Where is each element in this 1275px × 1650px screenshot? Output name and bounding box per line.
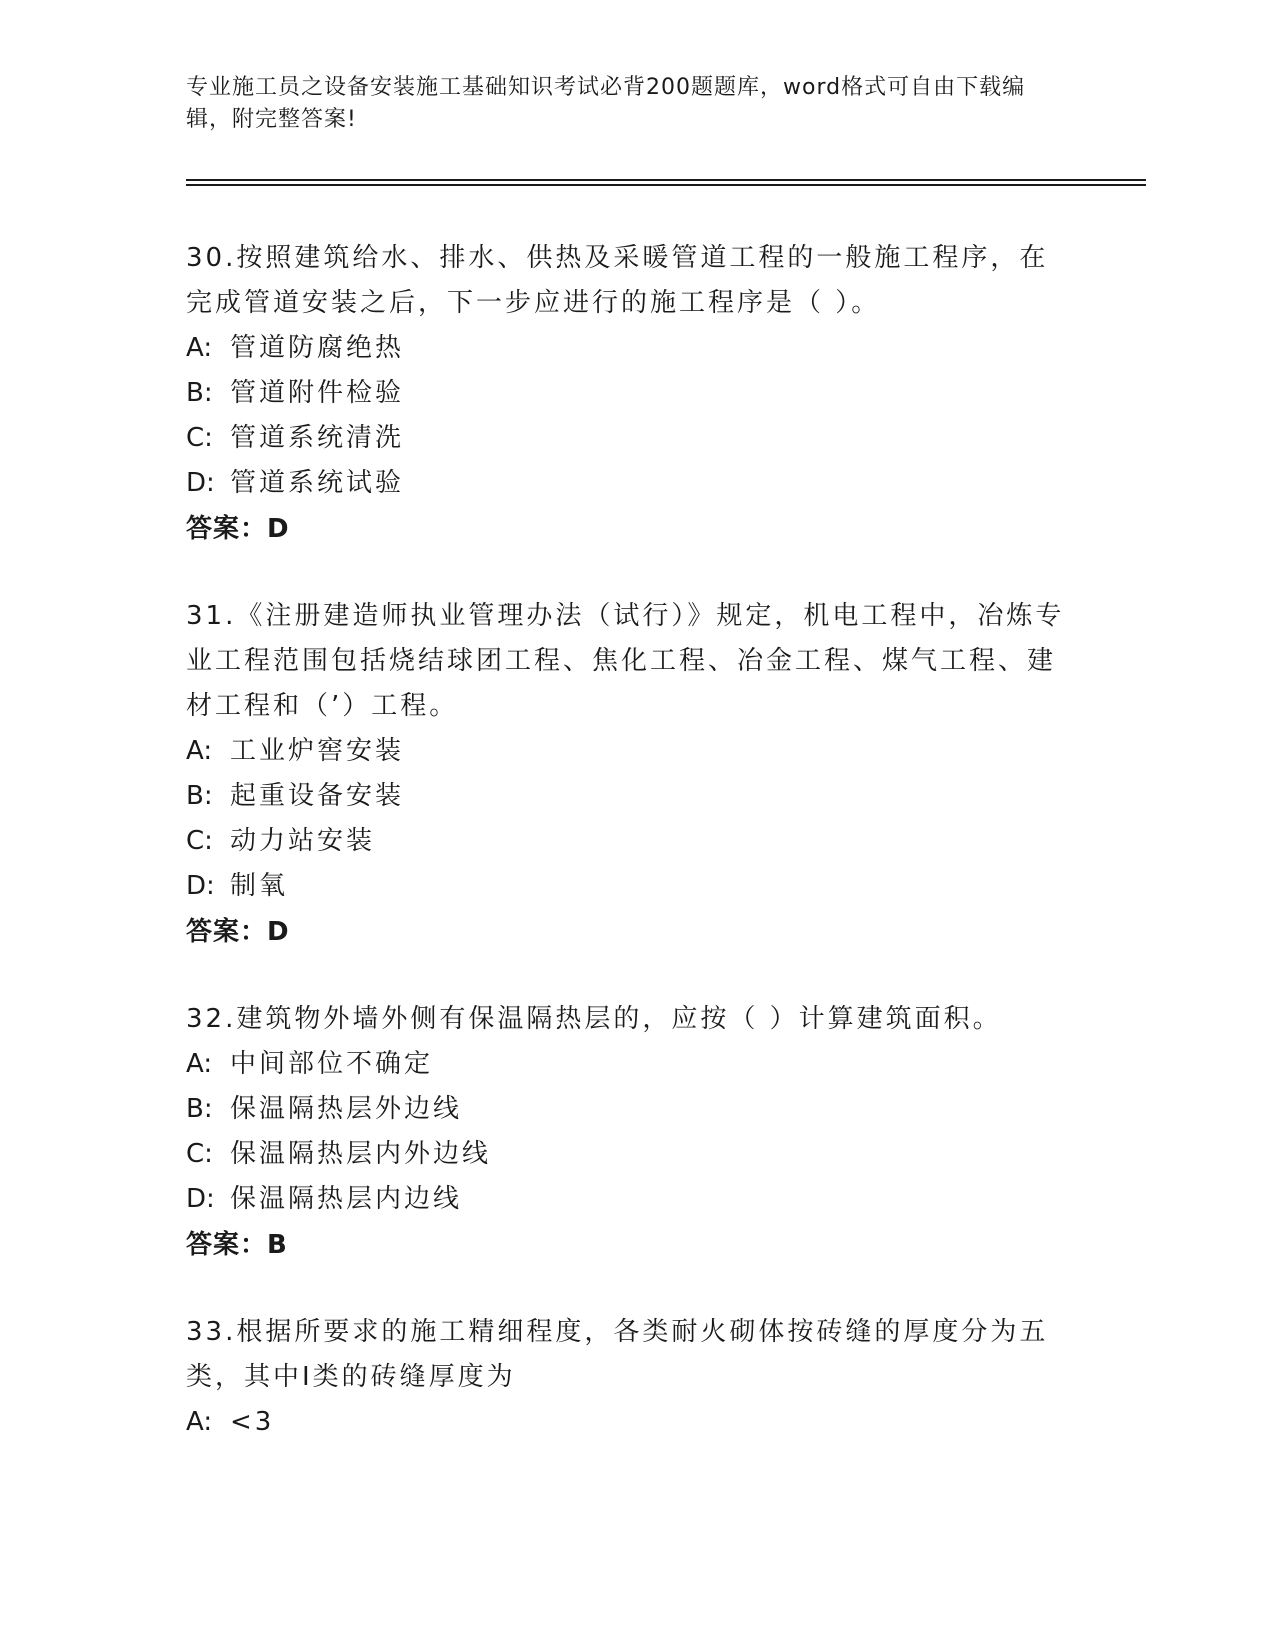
option-a [186,1042,1066,1087]
question-33 [186,1310,1066,1445]
question-stem: 32.建筑物外墙外侧有保温隔热层的，应按（ ）计算建筑面积。 [186,1004,1002,1034]
option-b [186,1087,1066,1132]
option-text: 中间部位不确定 [230,1049,434,1079]
answer: 答案：B [186,1230,288,1260]
option-text: 保温隔热层外边线 [230,1094,463,1124]
option-label: C: [186,1139,213,1169]
option-label: A: [186,736,213,766]
option-text: 管道防腐绝热 [230,333,405,363]
option-label: D: [186,468,215,498]
option-label: A: [186,1049,213,1079]
question-31 [186,594,1066,955]
option-d [186,461,1066,506]
option-label: B: [186,1094,213,1124]
option-text: 动力站安装 [230,826,376,856]
option-label: C: [186,423,213,453]
header-rule-bottom [186,184,1146,186]
option-text: 工业炉窖安装 [230,736,405,766]
option-label: A: [186,333,213,363]
option-c [186,416,1066,461]
option-d [186,864,1066,909]
option-a [186,729,1066,774]
option-text: 保温隔热层内外边线 [230,1139,492,1169]
question-stem: 30.按照建筑给水、排水、供热及采暖管道工程的一般施工程序，在完成管道安装之后，下一步应进行的施工程序是（ ）。 [186,243,1049,318]
header-rule-top [186,179,1146,181]
option-text: 起重设备安装 [230,781,405,811]
option-d [186,1177,1066,1222]
option-label: C: [186,826,213,856]
option-label: D: [186,871,215,901]
option-b [186,774,1066,819]
question-stem: 33.根据所要求的施工精细程度，各类耐火砌体按砖缝的厚度分为五类，其中I类的砖缝厚度为 [186,1317,1049,1392]
option-c [186,1132,1066,1177]
option-text: 保温隔热层内边线 [230,1184,463,1214]
answer: 答案：D [186,514,290,544]
document-header: 专业施工员之设备安装施工基础知识考试必背200题题库，word格式可自由下载编辑，附完整答案! [186,75,1026,132]
question-stem: 31.《注册建造师执业管理办法（试行）》规定，机电工程中，冶炼专业工程范围包括烧结球团工程、焦化工程、冶金工程、煤气工程、建材工程和（’）工程。 [186,601,1065,721]
option-text: 管道附件检验 [230,378,405,408]
option-b [186,371,1066,416]
question-30 [186,236,1066,552]
option-text: <3 [230,1407,275,1437]
option-label: A: [186,1407,213,1437]
question-list [186,236,1066,1487]
answer: 答案：D [186,917,290,947]
option-label: D: [186,1184,215,1214]
option-a [186,326,1066,371]
option-text: 管道系统试验 [230,468,405,498]
option-a [186,1400,1066,1445]
option-text: 管道系统清洗 [230,423,405,453]
option-c [186,819,1066,864]
option-label: B: [186,378,213,408]
option-label: B: [186,781,213,811]
question-32 [186,997,1066,1268]
option-text: 制氧 [230,871,289,901]
